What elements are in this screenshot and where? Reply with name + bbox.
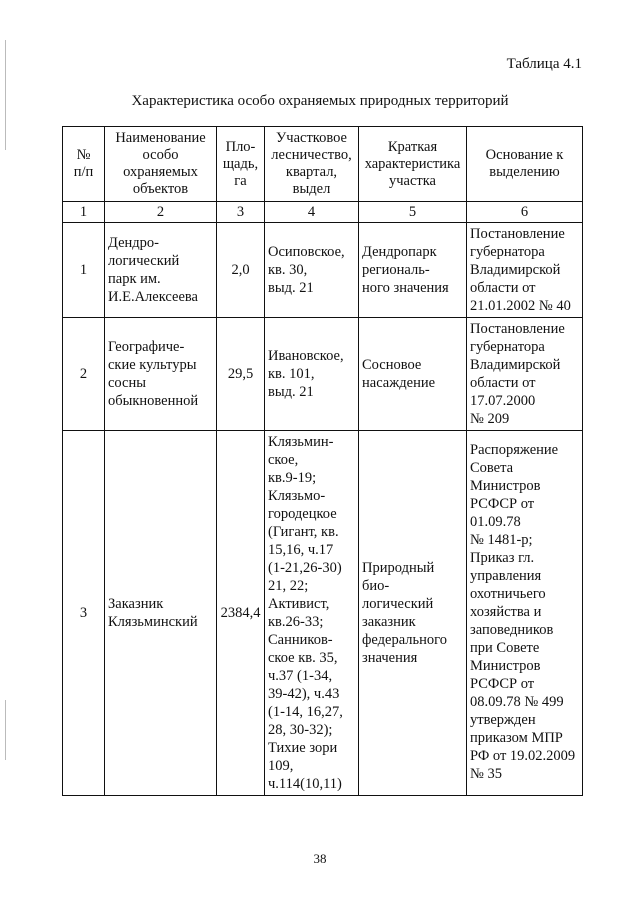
column-number-row: [63, 202, 583, 223]
table-row: [63, 223, 583, 318]
column-header-basis: Основание к выделению: [467, 127, 583, 202]
row-description: Дендропарк региональ- ного значения: [359, 223, 467, 318]
page-number: 38: [313, 851, 327, 866]
row-basis: Постановление губернатора Владимирской области от 17.07.2000 № 209: [467, 318, 583, 431]
row-area: 2384,4: [217, 431, 265, 796]
row-name: Дендро- логический парк им. И.Е.Алексеева: [105, 223, 217, 318]
row-number: 3: [63, 431, 105, 796]
column-header-description: Краткая характеристика участка: [359, 127, 467, 202]
table-row: [63, 431, 583, 796]
table-label: Таблица 4.1: [506, 56, 582, 72]
row-forestry: Ивановское, кв. 101, выд. 21: [265, 318, 359, 431]
column-header-area: Пло- щадь, га: [217, 127, 265, 202]
row-name: Заказник Клязьминский: [105, 431, 217, 796]
row-number: 2: [63, 318, 105, 431]
protected-areas-table: [62, 126, 583, 796]
column-number: 4: [265, 202, 359, 223]
row-description: Сосновое насаждение: [359, 318, 467, 431]
column-header-forestry: Участковое лесничество, квартал, выдел: [265, 127, 359, 202]
row-forestry: Клязьмин- ское, кв.9-19; Клязьмо- городецкое (Гигант, кв. 15,16, ч.17 (1-21,26-30) 21, 22; Активист, кв.26-33; Санников- ское кв. 35, ч.37 (1-34, 39-42), ч.43 (1-14, 16,27, 28, 30-32); Тихие зори 109, ч.114(10,11): [265, 431, 359, 796]
table-caption: Характеристика особо охраняемых природных территорий: [131, 93, 509, 109]
row-description: Природный био- логический заказник федерального значения: [359, 431, 467, 796]
table-row: [63, 318, 583, 431]
row-basis: Распоряжение Совета Министров РСФСР от 01.09.78 № 1481-р; Приказ гл. управления охотничьего хозяйства и заповедников при Совете Министров РСФСР от 08.09.78 № 499 утвержден приказом МПР РФ от 19.02.2009 № 35: [467, 431, 583, 796]
row-number: 1: [63, 223, 105, 318]
row-basis: Постановление губернатора Владимирской области от 21.01.2002 № 40: [467, 223, 583, 318]
column-number: 6: [467, 202, 583, 223]
scan-margin-line: [5, 700, 6, 760]
column-header-number: № п/п: [63, 127, 105, 202]
row-forestry: Осиповское, кв. 30, выд. 21: [265, 223, 359, 318]
column-number: 5: [359, 202, 467, 223]
table-header-row: [63, 127, 583, 202]
column-number: 1: [63, 202, 105, 223]
row-name: Географиче- ские культуры сосны обыкновенной: [105, 318, 217, 431]
column-number: 2: [105, 202, 217, 223]
column-header-name: Наименование особо охраняемых объектов: [105, 127, 217, 202]
column-number: 3: [217, 202, 265, 223]
row-area: 29,5: [217, 318, 265, 431]
row-area: 2,0: [217, 223, 265, 318]
